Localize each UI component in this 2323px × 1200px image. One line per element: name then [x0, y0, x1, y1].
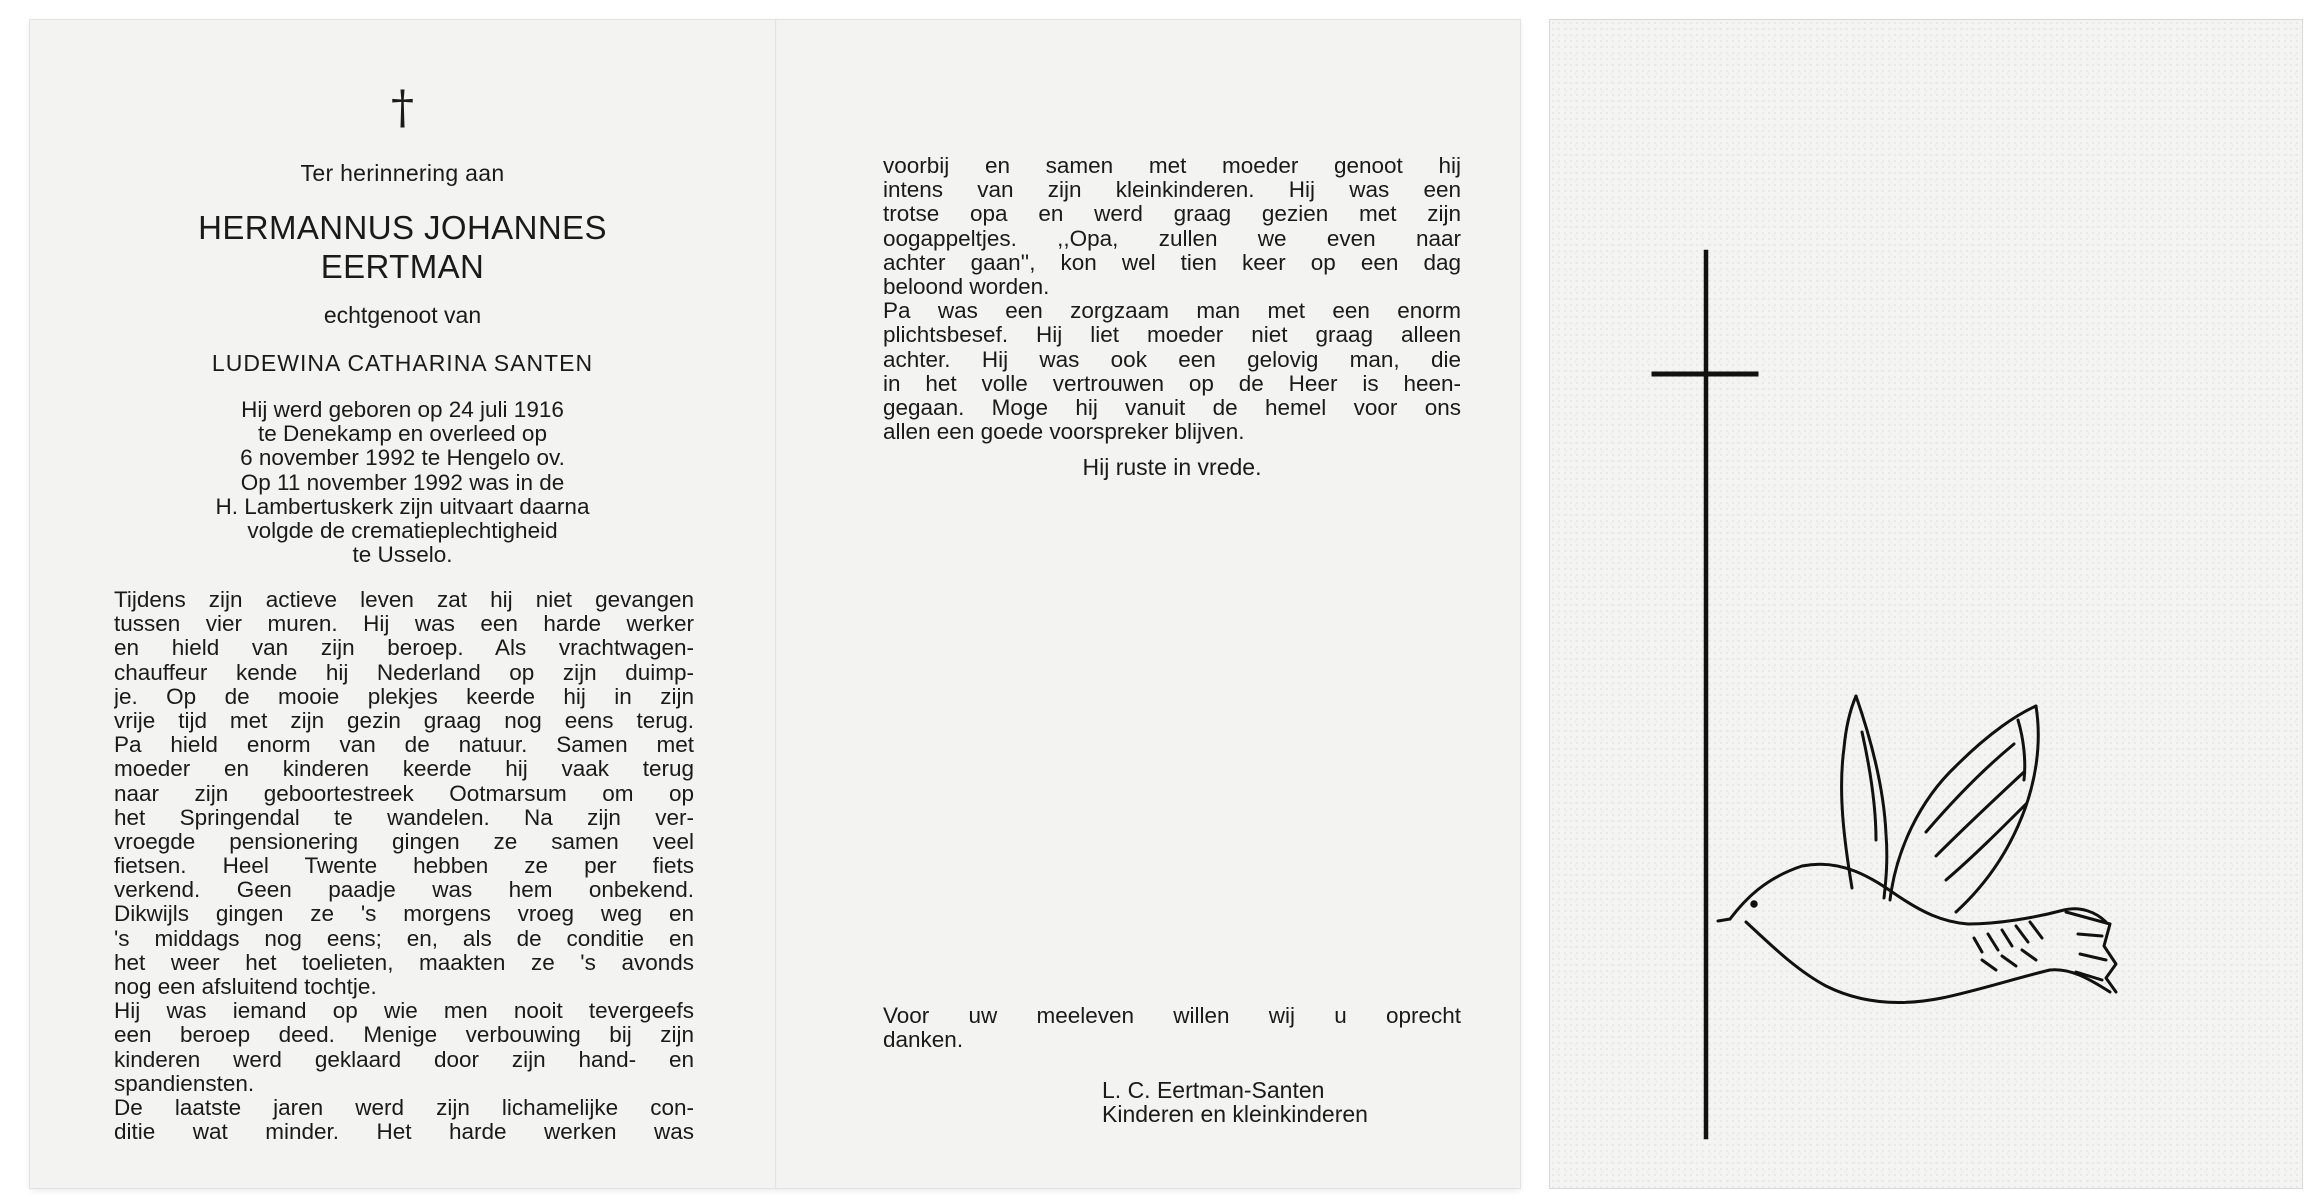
thanks-line: danken. [883, 1028, 964, 1053]
body-line: een beroep deed. Menige verbouwing bij zijn [114, 1023, 694, 1048]
name-line-2: EERTMAN [320, 248, 485, 285]
body-line: achter. Hij was ook een gelovig man, die [883, 347, 1461, 372]
body-line: verkend. Geen paadje was hem onbekend. [114, 878, 694, 903]
rest-in-peace-line: Hij ruste in vrede. [1082, 454, 1262, 480]
body-line: kinderen werd geklaard door zijn hand- en [114, 1047, 694, 1072]
body-line: Pa hield enorm van de natuur. Samen met [114, 733, 694, 758]
body-line: fietsen. Heel Twente hebben ze per fiets [114, 854, 694, 879]
body-line: nog een afsluitend tochtje. [114, 975, 377, 999]
body-line: het weer het toelieten, maakten ze 's avonds [114, 950, 694, 975]
memorial-card-spread [30, 20, 1520, 1188]
body-line: Dikwijls gingen ze 's morgens vroeg weg en [114, 902, 694, 927]
dove-icon [1718, 696, 2116, 1002]
left-body-text [114, 588, 694, 1144]
card-front [1550, 20, 2302, 1188]
body-line: plichtsbesef. Hij liet moeder niet graag alleen [883, 323, 1461, 348]
bio-line: H. Lambertuskerk zijn uitvaart daarna [215, 493, 590, 519]
bio-line: Hij werd geboren op 24 juli 1916 [241, 397, 564, 422]
body-line: vroegde pensionering gingen ze samen veel [114, 829, 694, 854]
body-line: Pa was een zorgzaam man met een enorm [883, 299, 1461, 324]
cross-icon [1654, 252, 1756, 1137]
thanks-text [883, 1004, 1461, 1052]
body-line: in het volle vertrouwen op de Heer is heen- [883, 371, 1461, 396]
cross-and-dove-illustration [1550, 20, 2302, 1188]
body-line: vrije tijd met zijn gezin graag nog eens terug. [114, 708, 694, 733]
body-line: achter gaan'', kon wel tien keer op een dag [883, 250, 1461, 275]
intro-line: Ter herinnering aan [300, 160, 505, 186]
bio-line: 6 november 1992 te Hengelo ov. [240, 445, 565, 471]
signature-family: Kinderen en kleinkinderen [1102, 1101, 1368, 1128]
body-line: tussen vier muren. Hij was een harde werker [114, 612, 694, 637]
body-line: je. Op de mooie plekjes keerde hij in zijn [114, 684, 694, 709]
body-line: 's middags nog eens; en, als de conditie en [114, 926, 694, 951]
body-line: allen een goede voorspreker blijven. [883, 420, 1245, 445]
body-line: en hield van zijn beroep. Als vrachtwagen- [114, 636, 694, 661]
body-line: trotse opa en werd graag gezien met zijn [883, 202, 1461, 227]
name-line-1: HERMANNUS JOHANNES [198, 209, 607, 246]
cross-symbol: † [391, 80, 414, 134]
body-line: chauffeur kende hij Nederland op zijn duimp- [114, 660, 694, 685]
deceased-name [30, 208, 775, 286]
thanks-line: Voor uw meeleven willen wij u oprecht [883, 1004, 1461, 1028]
body-line: gegaan. Moge hij vanuit de hemel voor ons [883, 395, 1461, 420]
body-line: naar zijn geboortestreek Ootmarsum om op [114, 781, 694, 806]
bio-line: volgde de crematieplechtigheid [247, 518, 558, 544]
body-line: moeder en kinderen keerde hij vaak terug [114, 757, 694, 782]
right-body-text [883, 154, 1461, 444]
spouse-intro: echtgenoot van [323, 302, 482, 328]
body-line: De laatste jaren werd zijn lichamelijke con- [114, 1095, 694, 1120]
body-line: oogappeltjes. ,,Opa, zullen we even naar [883, 226, 1461, 251]
biography [30, 398, 775, 567]
bio-line: Op 11 november 1992 was in de [240, 469, 565, 495]
bio-line: te Denekamp en overleed op [258, 421, 547, 447]
body-line: ditie wat minder. Het harde werken was [114, 1120, 694, 1145]
body-line: het Springendal te wandelen. Na zijn ver- [114, 805, 694, 830]
body-line: spandiensten. [114, 1071, 255, 1096]
spouse-name: LUDEWINA CATHARINA SANTEN [211, 350, 594, 376]
body-line: voorbij en samen met moeder genoot hij [883, 154, 1461, 178]
body-line: Tijdens zijn actieve leven zat hij niet gevangen [114, 588, 694, 612]
body-line: beloond worden. [883, 274, 1050, 299]
body-line: intens van zijn kleinkinderen. Hij was een [883, 178, 1461, 203]
signature-name: L. C. Eertman-Santen [1102, 1077, 1325, 1103]
signature-block [1102, 1078, 1368, 1126]
bio-line: te Usselo. [352, 542, 453, 568]
body-line: Hij was iemand op wie men nooit tevergeefs [114, 999, 694, 1024]
